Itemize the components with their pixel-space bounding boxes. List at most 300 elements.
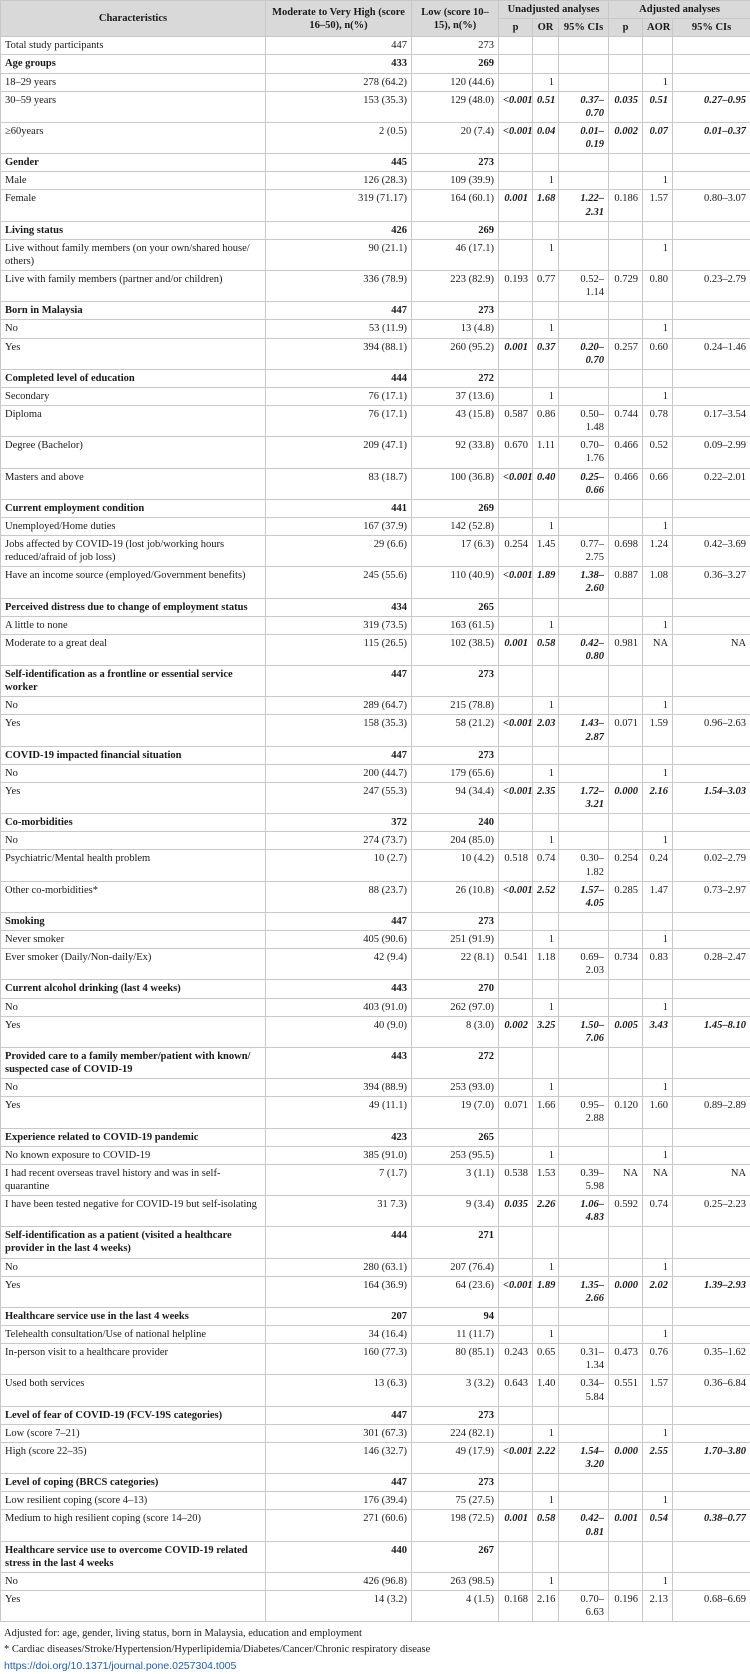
cell-aor: [643, 598, 673, 616]
cell-low: 273: [412, 912, 499, 930]
cell-label: Masters and above: [1, 468, 266, 499]
cell-aci: [673, 912, 750, 930]
cell-low: 109 (39.9): [412, 172, 499, 190]
cell-low: 273: [412, 154, 499, 172]
cell-ci: [559, 931, 609, 949]
cell-low: 9 (3.4): [412, 1196, 499, 1227]
footnote-adjusted: Adjusted for: age, gender, living status, born in Malaysia, education and employment: [4, 1626, 746, 1642]
cell-label: Yes: [1, 1097, 266, 1128]
cell-aci: [673, 221, 750, 239]
doi-link[interactable]: https://doi.org/10.1371/journal.pone.0257304.t005: [0, 1658, 750, 1674]
cell-aor: 2.55: [643, 1442, 673, 1473]
table-row: [1, 37, 750, 55]
cell-mod: 319 (73.5): [266, 616, 412, 634]
cell-ap: [609, 666, 643, 697]
cell-ap: [609, 1227, 643, 1258]
cell-label: No: [1, 1572, 266, 1590]
cell-aor: 1: [643, 1079, 673, 1097]
cell-or: [533, 55, 559, 73]
cell-ci: 1.72–3.21: [559, 782, 609, 813]
cell-low: 269: [412, 55, 499, 73]
cell-or: [533, 221, 559, 239]
cell-label: Total study participants: [1, 37, 266, 55]
cell-p: 0.243: [499, 1344, 533, 1375]
cell-p: [499, 239, 533, 270]
cell-aci: [673, 598, 750, 616]
cell-mod: 426: [266, 221, 412, 239]
cell-low: 273: [412, 302, 499, 320]
cell-p: [499, 697, 533, 715]
cell-aor: 1: [643, 1258, 673, 1276]
table-row: [1, 437, 750, 468]
cell-p: 0.670: [499, 437, 533, 468]
cell-mod: 385 (91.0): [266, 1146, 412, 1164]
header-row-1: [1, 1, 750, 19]
cell-mod: 14 (3.2): [266, 1591, 412, 1622]
cell-p: 0.538: [499, 1164, 533, 1195]
cell-ap: [609, 37, 643, 55]
cell-mod: 447: [266, 302, 412, 320]
cell-or: 2.52: [533, 881, 559, 912]
cell-ap: 0.729: [609, 271, 643, 302]
table-row: [1, 1146, 750, 1164]
cell-ci: [559, 1307, 609, 1325]
cell-p: 0.001: [499, 634, 533, 665]
cell-ci: 0.95–2.88: [559, 1097, 609, 1128]
cell-low: 198 (72.5): [412, 1510, 499, 1541]
cell-ap: NA: [609, 1164, 643, 1195]
cell-mod: 336 (78.9): [266, 271, 412, 302]
cell-p: [499, 764, 533, 782]
cell-ci: [559, 697, 609, 715]
table-row: [1, 1258, 750, 1276]
cell-aci: [673, 1406, 750, 1424]
cell-aci: 0.01–0.37: [673, 122, 750, 153]
col-ci: 95% CIs: [559, 19, 609, 37]
cell-ap: [609, 1079, 643, 1097]
cell-p: [499, 1079, 533, 1097]
cell-or: 1: [533, 1572, 559, 1590]
cell-aci: 0.73–2.97: [673, 881, 750, 912]
cell-mod: 13 (6.3): [266, 1375, 412, 1406]
cell-ci: [559, 154, 609, 172]
cell-ap: [609, 302, 643, 320]
cell-label: Yes: [1, 715, 266, 746]
cell-low: 273: [412, 37, 499, 55]
cell-p: 0.193: [499, 271, 533, 302]
cell-mod: 176 (39.4): [266, 1492, 412, 1510]
cell-low: 22 (8.1): [412, 949, 499, 980]
cell-ap: 0.466: [609, 468, 643, 499]
cell-ci: 0.31–1.34: [559, 1344, 609, 1375]
cell-aci: [673, 73, 750, 91]
cell-aci: [673, 517, 750, 535]
cell-aci: [673, 746, 750, 764]
cell-aor: [643, 1047, 673, 1078]
cell-low: 251 (91.9): [412, 931, 499, 949]
cell-mod: 444: [266, 1227, 412, 1258]
cell-low: 17 (6.3): [412, 536, 499, 567]
cell-ci: 0.39–5.98: [559, 1164, 609, 1195]
cell-p: [499, 154, 533, 172]
cell-low: 253 (93.0): [412, 1079, 499, 1097]
cell-label: Healthcare service use in the last 4 weeks: [1, 1307, 266, 1325]
cell-label: Have an income source (employed/Government benefits): [1, 567, 266, 598]
table-row: [1, 1164, 750, 1195]
cell-ci: [559, 1474, 609, 1492]
cell-or: 1.66: [533, 1097, 559, 1128]
cell-ci: [559, 746, 609, 764]
section-row: [1, 369, 750, 387]
cell-label: No: [1, 1079, 266, 1097]
cell-label: Psychiatric/Mental health problem: [1, 850, 266, 881]
cell-aci: NA: [673, 634, 750, 665]
cell-mod: 403 (91.0): [266, 998, 412, 1016]
cell-or: 0.37: [533, 338, 559, 369]
cell-or: 0.04: [533, 122, 559, 153]
cell-p: [499, 302, 533, 320]
table-row: [1, 91, 750, 122]
cell-mod: 443: [266, 980, 412, 998]
cell-mod: 158 (35.3): [266, 715, 412, 746]
cell-aci: 1.39–2.93: [673, 1276, 750, 1307]
cell-ap: [609, 1541, 643, 1572]
cell-mod: 83 (18.7): [266, 468, 412, 499]
col-low: Low (score 10–15), n(%): [412, 1, 499, 37]
cell-aor: 0.60: [643, 338, 673, 369]
cell-or: [533, 1474, 559, 1492]
cell-ap: [609, 172, 643, 190]
cell-mod: 76 (17.1): [266, 387, 412, 405]
cell-p: [499, 980, 533, 998]
cell-mod: 247 (55.3): [266, 782, 412, 813]
cell-aor: 0.80: [643, 271, 673, 302]
cell-p: <0.001: [499, 122, 533, 153]
cell-ap: [609, 1047, 643, 1078]
cell-ci: [559, 239, 609, 270]
table-row: [1, 73, 750, 91]
cell-mod: 447: [266, 1474, 412, 1492]
cell-ci: [559, 37, 609, 55]
footnote-comorbidities: * Cardiac diseases/Stroke/Hypertension/Hyperlipidemia/Diabetes/Cancer/Chronic respiratory disease: [4, 1642, 746, 1658]
cell-label: Live without family members (on your own/shared house/ others): [1, 239, 266, 270]
cell-mod: 200 (44.7): [266, 764, 412, 782]
cell-mod: 49 (11.1): [266, 1097, 412, 1128]
table-row: [1, 782, 750, 813]
cell-aor: [643, 1128, 673, 1146]
cell-aor: 1: [643, 172, 673, 190]
cell-low: 3 (3.2): [412, 1375, 499, 1406]
cell-low: 120 (44.6): [412, 73, 499, 91]
cell-low: 11 (11.7): [412, 1326, 499, 1344]
cell-mod: 7 (1.7): [266, 1164, 412, 1195]
table-row: [1, 1079, 750, 1097]
cell-low: 240: [412, 814, 499, 832]
cell-low: 49 (17.9): [412, 1442, 499, 1473]
col-moderate: Moderate to Very High (score 16–50), n(%): [266, 1, 412, 37]
section-row: [1, 1047, 750, 1078]
table-row: [1, 1591, 750, 1622]
table-row: [1, 517, 750, 535]
cell-label: COVID-19 impacted financial situation: [1, 746, 266, 764]
cell-aor: 1.47: [643, 881, 673, 912]
cell-p: 0.001: [499, 190, 533, 221]
cell-aor: 2.16: [643, 782, 673, 813]
cell-label: No: [1, 764, 266, 782]
cell-ap: [609, 369, 643, 387]
cell-label: I have been tested negative for COVID-19 but self-isolating: [1, 1196, 266, 1227]
cell-mod: 34 (16.4): [266, 1326, 412, 1344]
cell-p: [499, 912, 533, 930]
cell-label: No: [1, 832, 266, 850]
cell-aci: 0.23–2.79: [673, 271, 750, 302]
cell-or: 1: [533, 931, 559, 949]
cell-low: 265: [412, 598, 499, 616]
cell-or: 1: [533, 387, 559, 405]
cell-label: Ever smoker (Daily/Non-daily/Ex): [1, 949, 266, 980]
cell-mod: 126 (28.3): [266, 172, 412, 190]
cell-or: 1: [533, 1492, 559, 1510]
cell-or: 1: [533, 73, 559, 91]
cell-label: Completed level of education: [1, 369, 266, 387]
cell-aci: [673, 302, 750, 320]
cell-p: <0.001: [499, 1276, 533, 1307]
cell-p: 0.643: [499, 1375, 533, 1406]
cell-ap: [609, 1474, 643, 1492]
cell-or: [533, 1406, 559, 1424]
cell-aci: [673, 1474, 750, 1492]
col-adj-p: p: [609, 19, 643, 37]
cell-ap: [609, 55, 643, 73]
cell-ci: 1.38–2.60: [559, 567, 609, 598]
cell-ci: [559, 221, 609, 239]
cell-aci: [673, 697, 750, 715]
table-row: [1, 931, 750, 949]
cell-aor: 3.43: [643, 1016, 673, 1047]
cell-aci: [673, 998, 750, 1016]
cell-low: 110 (40.9): [412, 567, 499, 598]
cell-ap: [609, 814, 643, 832]
cell-aor: 1: [643, 616, 673, 634]
cell-aci: [673, 1128, 750, 1146]
cell-or: 2.16: [533, 1591, 559, 1622]
cell-label: Provided care to a family member/patient with known/ suspected case of COVID-19: [1, 1047, 266, 1078]
cell-aci: 0.36–6.84: [673, 1375, 750, 1406]
col-adj-ci: 95% CIs: [673, 19, 750, 37]
cell-ap: 0.000: [609, 1442, 643, 1473]
cell-aci: [673, 320, 750, 338]
cell-aor: 1: [643, 1572, 673, 1590]
table-row: [1, 406, 750, 437]
section-row: [1, 499, 750, 517]
cell-mod: 2 (0.5): [266, 122, 412, 153]
section-row: [1, 746, 750, 764]
table-row: [1, 1276, 750, 1307]
cell-aci: 0.36–3.27: [673, 567, 750, 598]
cell-ap: 0.196: [609, 1591, 643, 1622]
cell-aci: 0.80–3.07: [673, 190, 750, 221]
cell-mod: 164 (36.9): [266, 1276, 412, 1307]
cell-aci: 0.28–2.47: [673, 949, 750, 980]
cell-ci: [559, 1406, 609, 1424]
cell-aor: 1: [643, 387, 673, 405]
section-row: [1, 980, 750, 998]
cell-ap: 0.001: [609, 1510, 643, 1541]
cell-ci: [559, 1492, 609, 1510]
cell-aci: [673, 1572, 750, 1590]
cell-ci: [559, 517, 609, 535]
cell-mod: 405 (90.6): [266, 931, 412, 949]
cell-or: 1: [533, 1424, 559, 1442]
cell-or: [533, 666, 559, 697]
cell-p: [499, 666, 533, 697]
cell-low: 270: [412, 980, 499, 998]
cell-low: 269: [412, 221, 499, 239]
cell-ap: [609, 1492, 643, 1510]
cell-ap: [609, 221, 643, 239]
table-row: [1, 338, 750, 369]
cell-aci: [673, 369, 750, 387]
cell-mod: 443: [266, 1047, 412, 1078]
cell-ci: [559, 1541, 609, 1572]
cell-ap: 0.186: [609, 190, 643, 221]
cell-ci: 0.70–6.63: [559, 1591, 609, 1622]
cell-or: [533, 1227, 559, 1258]
table-row: [1, 715, 750, 746]
cell-aci: 0.89–2.89: [673, 1097, 750, 1128]
cell-ap: 0.698: [609, 536, 643, 567]
cell-low: 80 (85.1): [412, 1344, 499, 1375]
cell-or: 1: [533, 320, 559, 338]
cell-p: 0.001: [499, 1510, 533, 1541]
cell-p: [499, 1307, 533, 1325]
section-row: [1, 1307, 750, 1325]
cell-ap: 0.592: [609, 1196, 643, 1227]
cell-ap: 0.005: [609, 1016, 643, 1047]
cell-aor: 1: [643, 1146, 673, 1164]
cell-ap: [609, 517, 643, 535]
cell-low: 163 (61.5): [412, 616, 499, 634]
cell-ci: [559, 666, 609, 697]
cell-low: 265: [412, 1128, 499, 1146]
cell-label: A little to none: [1, 616, 266, 634]
cell-ap: 0.734: [609, 949, 643, 980]
cell-aor: 0.24: [643, 850, 673, 881]
cell-ci: [559, 1424, 609, 1442]
cell-label: Telehealth consultation/Use of national helpline: [1, 1326, 266, 1344]
cell-or: [533, 1307, 559, 1325]
cell-label: Unemployed/Home duties: [1, 517, 266, 535]
cell-mod: 245 (55.6): [266, 567, 412, 598]
cell-ci: [559, 980, 609, 998]
cell-or: 2.26: [533, 1196, 559, 1227]
cell-ap: 0.254: [609, 850, 643, 881]
section-row: [1, 154, 750, 172]
cell-p: [499, 1047, 533, 1078]
col-or: OR: [533, 19, 559, 37]
cell-aor: [643, 746, 673, 764]
cell-aor: 1: [643, 1326, 673, 1344]
cell-p: [499, 517, 533, 535]
cell-or: 1: [533, 1326, 559, 1344]
cell-p: [499, 998, 533, 1016]
cell-or: 1: [533, 697, 559, 715]
cell-aci: 1.54–3.03: [673, 782, 750, 813]
footnotes: [0, 1622, 750, 1658]
cell-or: [533, 1541, 559, 1572]
cell-low: 263 (98.5): [412, 1572, 499, 1590]
cell-aor: 1.57: [643, 1375, 673, 1406]
cell-p: [499, 1227, 533, 1258]
cell-low: 262 (97.0): [412, 998, 499, 1016]
cell-p: [499, 221, 533, 239]
cell-or: 1: [533, 764, 559, 782]
cell-aci: 0.25–2.23: [673, 1196, 750, 1227]
table-row: [1, 1492, 750, 1510]
cell-mod: 280 (63.1): [266, 1258, 412, 1276]
table-row: [1, 1097, 750, 1128]
cell-aor: 1: [643, 73, 673, 91]
cell-mod: 31 7.3): [266, 1196, 412, 1227]
cell-aci: [673, 1146, 750, 1164]
col-characteristics: Characteristics: [1, 1, 266, 37]
table-row: [1, 1375, 750, 1406]
cell-aci: [673, 1492, 750, 1510]
cell-aor: 2.13: [643, 1591, 673, 1622]
cell-mod: 167 (37.9): [266, 517, 412, 535]
cell-low: 13 (4.8): [412, 320, 499, 338]
cell-aci: 0.22–2.01: [673, 468, 750, 499]
cell-low: 142 (52.8): [412, 517, 499, 535]
cell-mod: 29 (6.6): [266, 536, 412, 567]
cell-ap: 0.257: [609, 338, 643, 369]
cell-aor: [643, 369, 673, 387]
cell-p: 0.035: [499, 1196, 533, 1227]
cell-ap: [609, 499, 643, 517]
cell-aor: 0.76: [643, 1344, 673, 1375]
cell-p: [499, 616, 533, 634]
cell-low: 273: [412, 1406, 499, 1424]
cell-label: Other co-morbidities*: [1, 881, 266, 912]
cell-p: 0.518: [499, 850, 533, 881]
cell-or: 1.45: [533, 536, 559, 567]
cell-label: 30–59 years: [1, 91, 266, 122]
cell-label: Medium to high resilient coping (score 14–20): [1, 1510, 266, 1541]
cell-or: [533, 369, 559, 387]
cell-ci: [559, 369, 609, 387]
section-row: [1, 1474, 750, 1492]
cell-or: 1.11: [533, 437, 559, 468]
cell-ap: [609, 764, 643, 782]
cell-label: I had recent overseas travel history and was in self-quarantine: [1, 1164, 266, 1195]
cell-label: Yes: [1, 1016, 266, 1047]
cell-p: <0.001: [499, 782, 533, 813]
cell-mod: 319 (71.17): [266, 190, 412, 221]
cell-label: Current employment condition: [1, 499, 266, 517]
cell-aor: 0.51: [643, 91, 673, 122]
section-row: [1, 302, 750, 320]
cell-aor: 0.52: [643, 437, 673, 468]
cell-ap: [609, 598, 643, 616]
cell-aci: 0.02–2.79: [673, 850, 750, 881]
section-row: [1, 814, 750, 832]
cell-aor: 1: [643, 697, 673, 715]
cell-ci: [559, 1227, 609, 1258]
cell-aor: NA: [643, 1164, 673, 1195]
cell-ap: 0.002: [609, 122, 643, 153]
cell-low: 43 (15.8): [412, 406, 499, 437]
cell-mod: 42 (9.4): [266, 949, 412, 980]
